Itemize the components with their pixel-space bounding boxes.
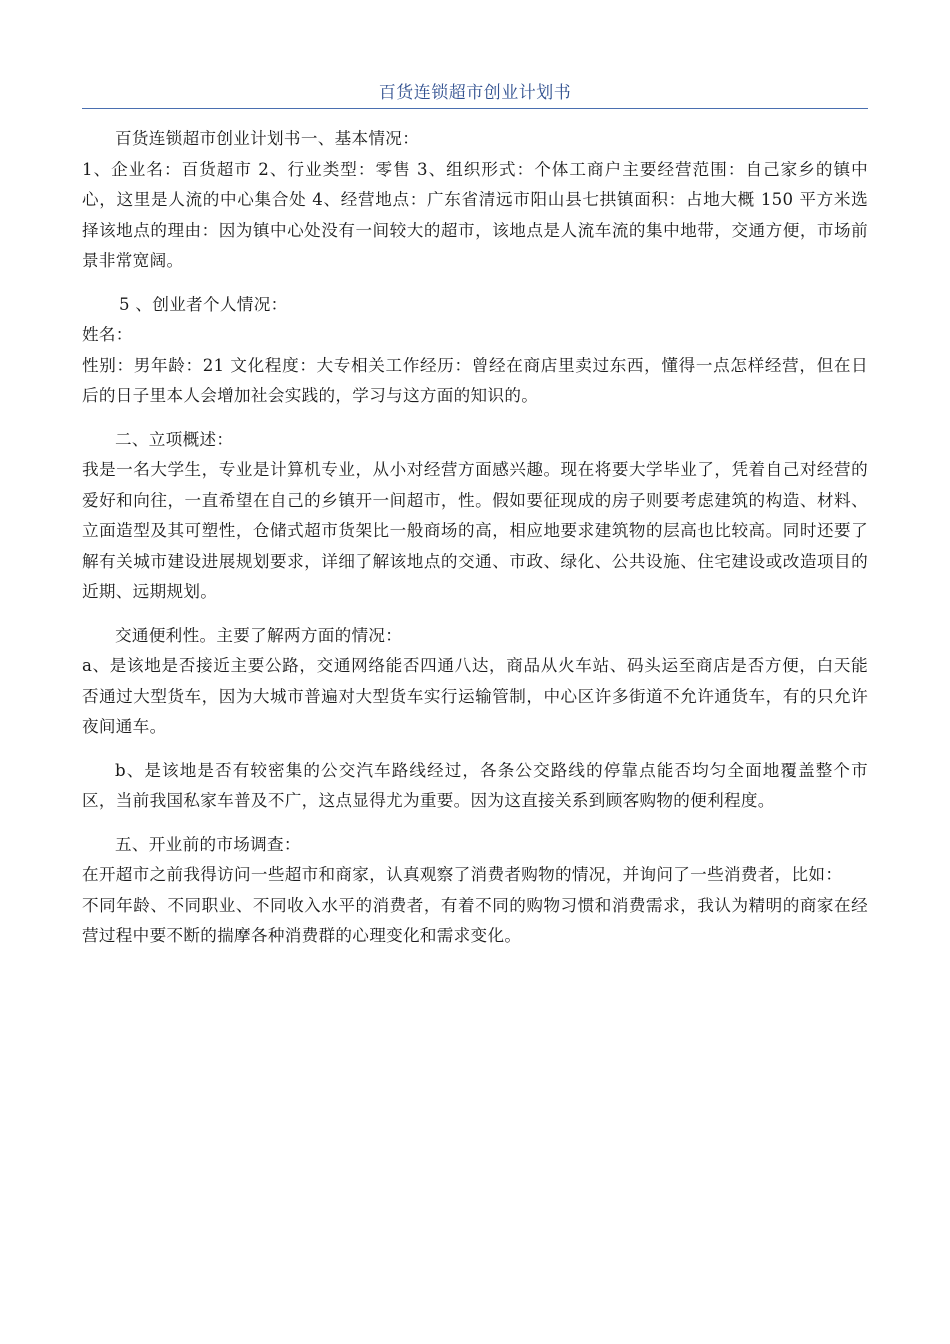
- document-body: [82, 124, 868, 952]
- document-title: 百货连锁超市创业计划书: [378, 83, 572, 103]
- paragraph-project-overview: 我是一名大学生，专业是计算机专业，从小对经营方面感兴趣。现在将要大学毕业了，凭着自己对经营的爱好和向往，一直希望在自己的乡镇开一间超市，性。假如要征现成的房子则要考虑建筑的构造、材料、立面造型及其可塑性，仓储式超市货架比一般商场的高，相应地要求建筑物的层高也比较高。同时还要了解有关城市建设进展规划要求，详细了解该地点的交通、市政、绿化、公共设施、住宅建设或改造项目的近期、远期规划。: [82, 460, 868, 601]
- title-underline: [82, 108, 868, 109]
- paragraph-survey-heading: 五、开业前的市场调查：: [115, 834, 301, 854]
- paragraph-transport-heading: 交通便利性。主要了解两方面的情况：: [115, 625, 403, 645]
- paragraph-basic-info: 1、企业名：百货超市 2、行业类型：零售 3、组织形式：个体工商户主要经营范围：自己家乡的镇中心，这里是人流的中心集合处 4、经营地点：广东省清远市阳山县七拱镇面积：占地大概 150 平方米选择该地点的理由：因为镇中心处没有一间较大的超市，该地点是人流车流的集中地带，交通方便，市场前景非常宽阔。: [82, 159, 868, 270]
- paragraph-name: 姓名：: [82, 325, 133, 344]
- paragraph-survey-intro: 在开超市之前我得访问一些超市和商家，认真观察了消费者购物的情况，并询问了一些消费者，比如：: [82, 865, 843, 884]
- paragraph-transport-a: a、是该地是否接近主要公路，交通网络能否四通八达，商品从火车站、码头运至商店是否方便，白天能否通过大型货车，因为大城市普遍对大型货车实行运输管制，中心区许多街道不允许通货车，有的只允许夜间通车。: [82, 656, 868, 736]
- paragraph-transport-b: b、是该地是否有较密集的公交汽车路线经过，各条公交路线的停靠点能否均匀全面地覆盖整个市区，当前我国私家车普及不广，这点显得尤为重要。因为这直接关系到顾客购物的便利程度。: [82, 760, 868, 810]
- paragraph-founder-details: 性别：男年龄：21 文化程度：大专相关工作经历：曾经在商店里卖过东西，懂得一点怎样经营，但在日后的日子里本人会增加社会实践的，学习与这方面的知识的。: [82, 355, 868, 405]
- paragraph-intro: 百货连锁超市创业计划书一、基本情况：: [115, 129, 420, 148]
- paragraph-survey-details: 不同年龄、不同职业、不同收入水平的消费者，有着不同的购物习惯和消费需求，我认为精明的商家在经营过程中要不断的揣摩各种消费群的心理变化和需求变化。: [82, 895, 868, 945]
- paragraph-founder-heading: 5 、创业者个人情况：: [119, 294, 288, 314]
- paragraph-project-heading: 二、立项概述：: [115, 429, 234, 449]
